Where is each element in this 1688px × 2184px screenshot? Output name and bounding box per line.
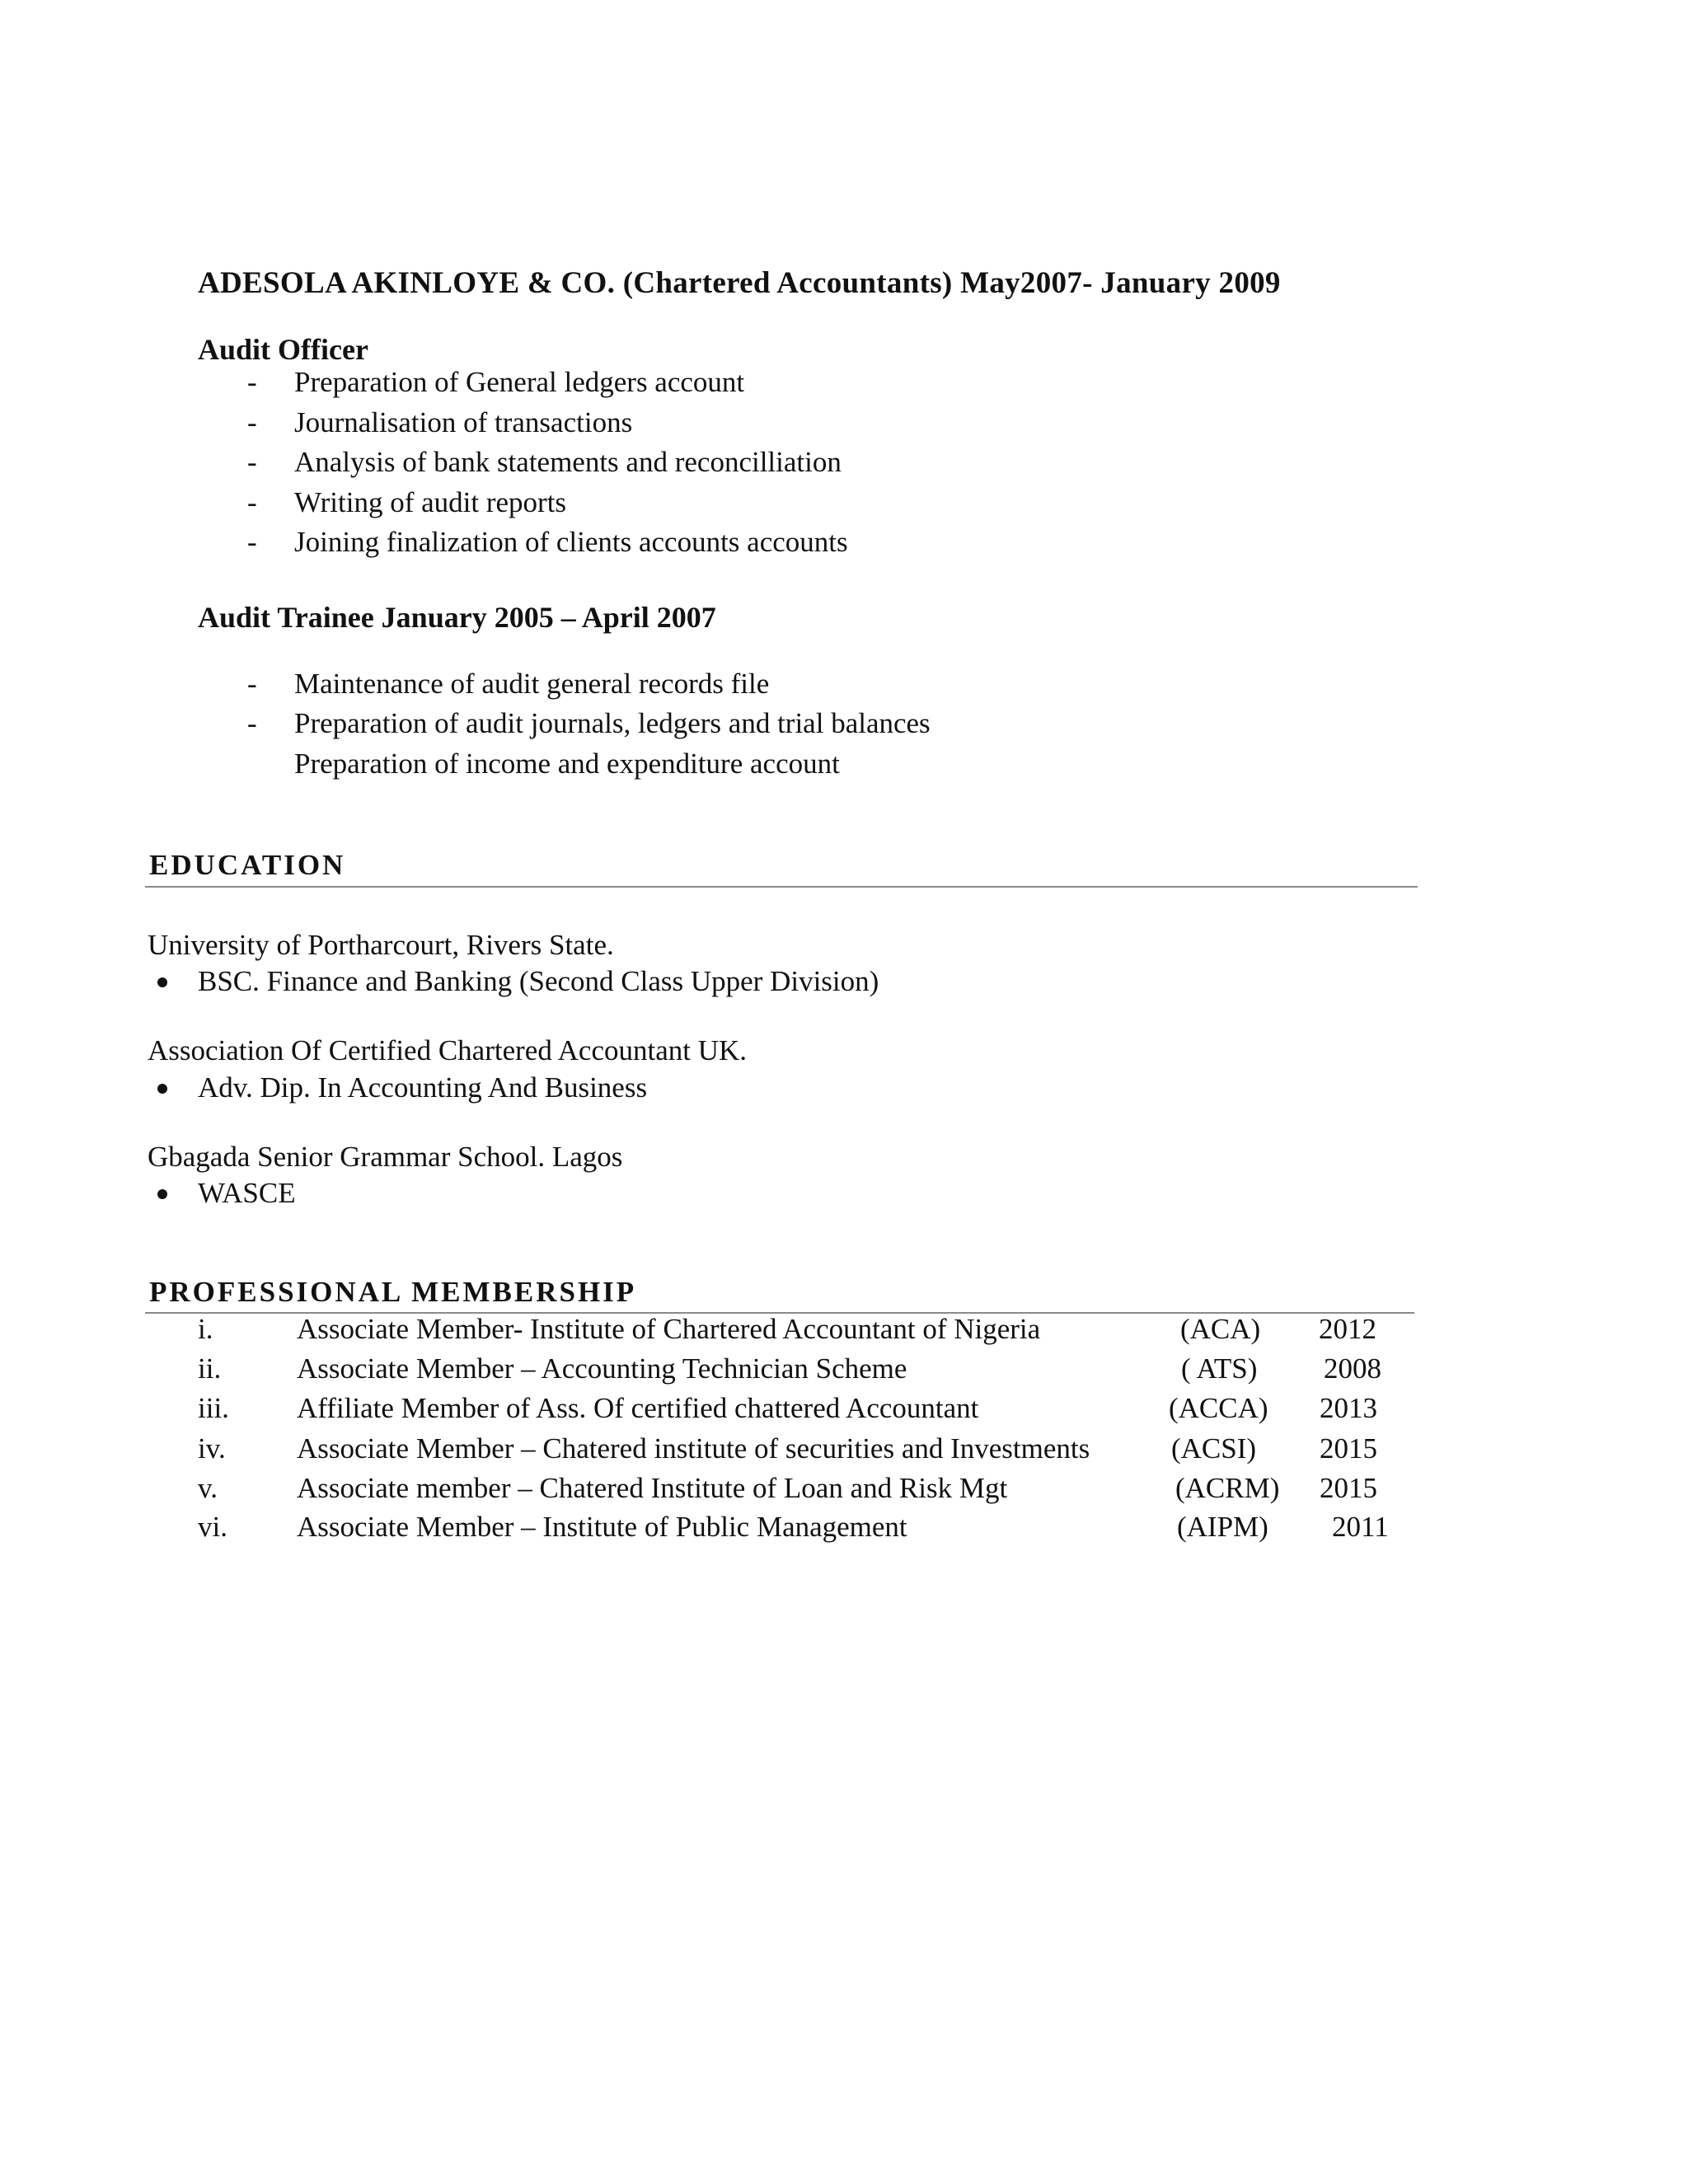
membership-abbreviation: (ACCA) [1169, 1392, 1268, 1424]
membership-description: Associate Member – Institute of Public Management [297, 1511, 907, 1543]
bullet-icon [157, 1189, 167, 1199]
membership-abbreviation: (ACA) [1180, 1313, 1261, 1345]
list-item: Preparation of General ledgers account [294, 366, 745, 398]
school-name: Association Of Certified Chartered Accountant UK. [148, 1034, 748, 1066]
list-item: Preparation of audit journals, ledgers and trial balances [294, 707, 931, 739]
section-divider [145, 886, 1418, 888]
membership-year: 2011 [1332, 1511, 1389, 1543]
school-name: Gbagada Senior Grammar School. Lagos [148, 1141, 623, 1173]
membership-description: Associate member – Chatered Institute of Loan and Risk Mgt [297, 1472, 1008, 1504]
row-number: ii. [198, 1352, 222, 1385]
list-item: Writing of audit reports [294, 486, 567, 518]
membership-description: Associate Member – Chatered institute of securities and Investments [297, 1432, 1090, 1465]
list-dash: - [247, 366, 257, 398]
membership-year: 2015 [1320, 1472, 1377, 1504]
membership-abbreviation: ( ATS) [1181, 1352, 1258, 1385]
list-item: Preparation of income and expenditure account [294, 748, 840, 780]
membership-year: 2008 [1324, 1352, 1381, 1385]
membership-description: Associate Member – Accounting Technician Scheme [297, 1352, 907, 1385]
education-heading: EDUCATION [149, 849, 346, 881]
audit-officer-title: Audit Officer [198, 333, 368, 366]
list-dash: - [247, 526, 257, 558]
list-dash: - [247, 406, 257, 438]
award-name: BSC. Finance and Banking (Second Class Upper Division) [198, 965, 879, 997]
row-number: i. [198, 1313, 213, 1345]
list-dash: - [247, 486, 257, 518]
bullet-icon [157, 1084, 167, 1094]
list-item: Analysis of bank statements and reconcilliation [294, 446, 842, 478]
row-number: iv. [198, 1432, 226, 1465]
list-dash: - [247, 668, 257, 700]
row-number: vi. [198, 1511, 227, 1543]
membership-heading: PROFESSIONAL MEMBERSHIP [149, 1276, 637, 1308]
row-number: iii. [198, 1392, 229, 1424]
membership-abbreviation: (ACSI) [1171, 1432, 1257, 1465]
membership-year: 2013 [1320, 1392, 1377, 1424]
membership-abbreviation: (ACRM) [1175, 1472, 1280, 1504]
membership-year: 2012 [1319, 1313, 1376, 1345]
list-item: Maintenance of audit general records file [294, 668, 770, 700]
company-heading: ADESOLA AKINLOYE & CO. (Chartered Accountants) May2007- January 2009 [198, 266, 1281, 300]
membership-abbreviation: (AIPM) [1177, 1511, 1268, 1543]
membership-description: Associate Member- Institute of Chartered Accountant of Nigeria [297, 1313, 1041, 1345]
list-item: Journalisation of transactions [294, 406, 633, 438]
bullet-icon [157, 977, 167, 987]
membership-year: 2015 [1320, 1432, 1377, 1465]
school-name: University of Portharcourt, Rivers State. [148, 929, 614, 961]
list-dash: - [247, 707, 257, 739]
award-name: WASCE [198, 1177, 296, 1209]
row-number: v. [198, 1472, 218, 1504]
audit-trainee-title: Audit Trainee January 2005 – April 2007 [198, 601, 716, 634]
list-item: Joining finalization of clients accounts accounts [294, 526, 848, 558]
membership-description: Affiliate Member of Ass. Of certified chattered Accountant [297, 1392, 979, 1424]
list-dash: - [247, 446, 257, 478]
award-name: Adv. Dip. In Accounting And Business [198, 1071, 648, 1104]
